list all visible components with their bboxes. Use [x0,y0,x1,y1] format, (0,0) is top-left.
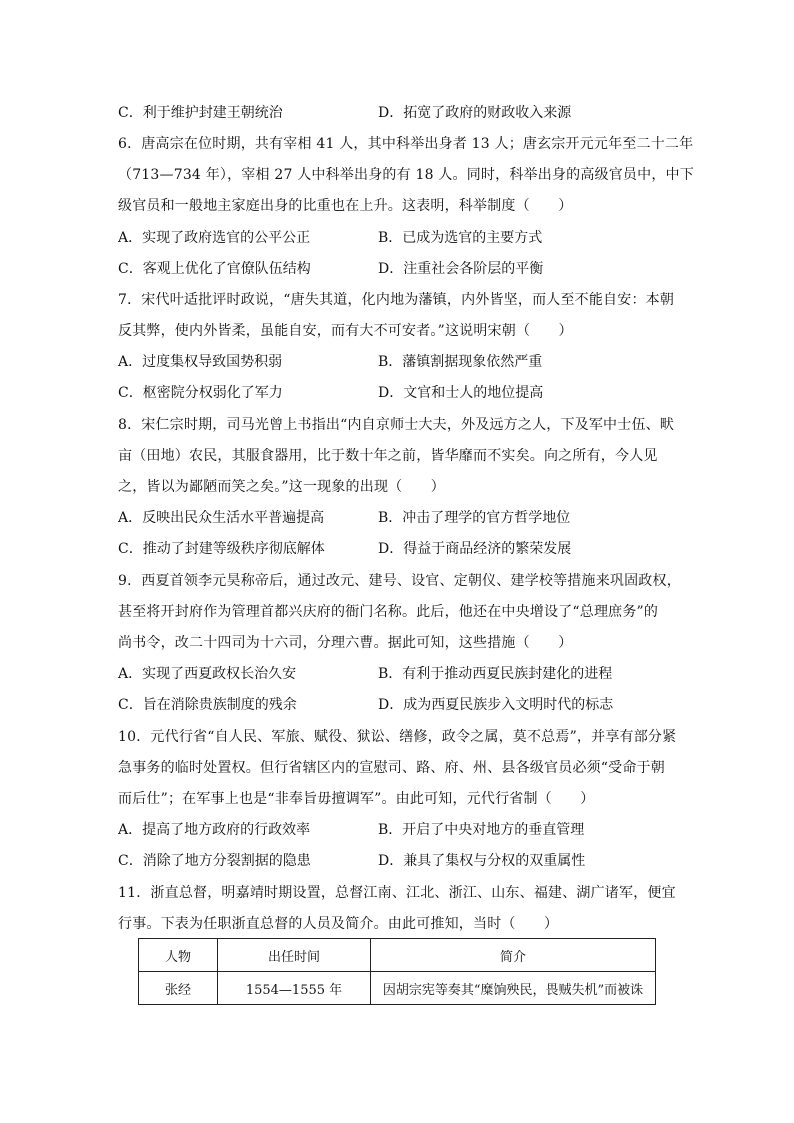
q8-option-c: C．推动了封建等级秩序彻底解体 [118,541,325,557]
q10-option-a: A．提高了地方政府的行政效率 [118,822,311,838]
q7-option-d: D．文官和士人的地位提高 [378,385,544,401]
q11-table [138,938,656,1005]
q6-option-c: C．客观上优化了官僚队伍结构 [118,261,311,277]
q9-option-d: D．成为西夏民族步入文明时代的标志 [378,697,614,713]
q6-stem-line-2: （713—734 年），宰相 27 人中科举出身的有 18 人。同时，科举出身的高级官员中，中下 [118,167,694,183]
q7-option-b: B．藩镇割据现象依然严重 [378,354,543,370]
q7-stem-line-1: 7．宋代叶适批评时政说，“唐失其道，化内地为藩镇，内外皆坚，而人至不能自安：本朝 [118,292,675,308]
q10-option-b: B．开启了中央对地方的垂直管理 [378,822,585,838]
q6-option-b: B．已成为选官的主要方式 [378,230,543,246]
q7-option-a: A．过度集权导致国势积弱 [118,354,283,370]
table-header-cell: 出任时间 [218,939,371,972]
q8-stem-line-1: 8．宋仁宗时期，司马光曾上书指出“内自京师士大夫，外及远方之人，下及军中士伍、畎 [118,417,675,433]
q7-option-c: C．枢密院分权弱化了军力 [118,385,283,401]
table-header-row [139,939,656,972]
table-cell: 张经 [139,972,218,1005]
q6-stem-line-1: 6．唐高宗在位时期，共有宰相 41 人，其中科举出身者 13 人；唐玄宗开元元年至二十二年 [118,136,694,152]
q8-option-a: A．反映出民众生活水平普遍提高 [118,510,325,526]
table-header-cell: 简介 [371,939,656,972]
q6-option-a: A．实现了政府选官的公平公正 [118,230,311,246]
q8-option-d: D．得益于商品经济的繁荣发展 [378,541,572,557]
q5-option-c: C．利于维护封建王朝统治 [118,105,283,121]
table-header-cell: 人物 [139,939,218,972]
q11-stem-line-1: 11．浙直总督，明嘉靖时期设置，总督江南、江北、浙江、山东、福建、湖广诸军，便宜 [118,885,676,901]
q9-stem-line-2: 甚至将开封府作为管理首都兴庆府的衙门名称。此后，他还在中央增设了“总理庶务”的 [118,604,659,620]
q6-option-d: D．注重社会各阶层的平衡 [378,261,544,277]
q9-option-a: A．实现了西夏政权长治久安 [118,666,297,682]
table-row [139,972,656,1005]
table-cell: 1554—1555 年 [218,972,371,1005]
q7-stem-line-2: 反其弊，使内外皆柔，虽能自安，而有大不可安者。”这说明宋朝（ ） [118,323,573,339]
q10-option-c: C．消除了地方分裂割据的隐患 [118,853,311,869]
q10-stem-line-3: 而后仕”；在军事上也是“非奉旨毋擅调军”。由此可知，元代行省制（ ） [118,791,595,807]
q9-stem-line-1: 9．西夏首领李元昊称帝后，通过改元、建号、设官、定朝仪、建学校等措施来巩固政权， [118,573,681,589]
q8-stem-line-3: 之，皆以为鄙陋而笑之矣。”这一现象的出现（ ） [118,479,445,495]
q10-stem-line-2: 急事务的临时处置权。但行省辖区内的宣慰司、路、府、州、县各级官员必须“受命于朝 [118,760,665,776]
table-cell: 因胡宗宪等奏其“糜饷殃民，畏贼失机”而被诛 [371,972,656,1005]
q5-option-d: D．拓宽了政府的财政收入来源 [378,105,572,121]
q9-option-c: C．旨在消除贵族制度的残余 [118,697,297,713]
q11-stem-line-2: 行事。下表为任职浙直总督的人员及简介。由此可推知，当时（ ） [118,916,559,932]
q9-option-b: B．有利于推动西夏民族封建化的进程 [378,666,613,682]
q6-stem-line-3: 级官员和一般地主家庭出身的比重也在上升。这表明，科举制度（ ） [118,198,573,214]
q10-stem-line-1: 10．元代行省“自人民、军旅、赋役、狱讼、缮修，政令之属，莫不总焉”，并享有部分紧 [118,729,677,745]
q8-stem-line-2: 亩（田地）农民，其服食器用，比于数十年之前，皆华靡而不实矣。向之所有，今人见 [118,448,658,464]
q10-option-d: D．兼具了集权与分权的双重属性 [378,853,586,869]
q9-stem-line-3: 尚书令，改二十四司为十六司，分理六曹。据此可知，这些措施（ ） [118,635,573,651]
q8-option-b: B．冲击了理学的官方哲学地位 [378,510,571,526]
